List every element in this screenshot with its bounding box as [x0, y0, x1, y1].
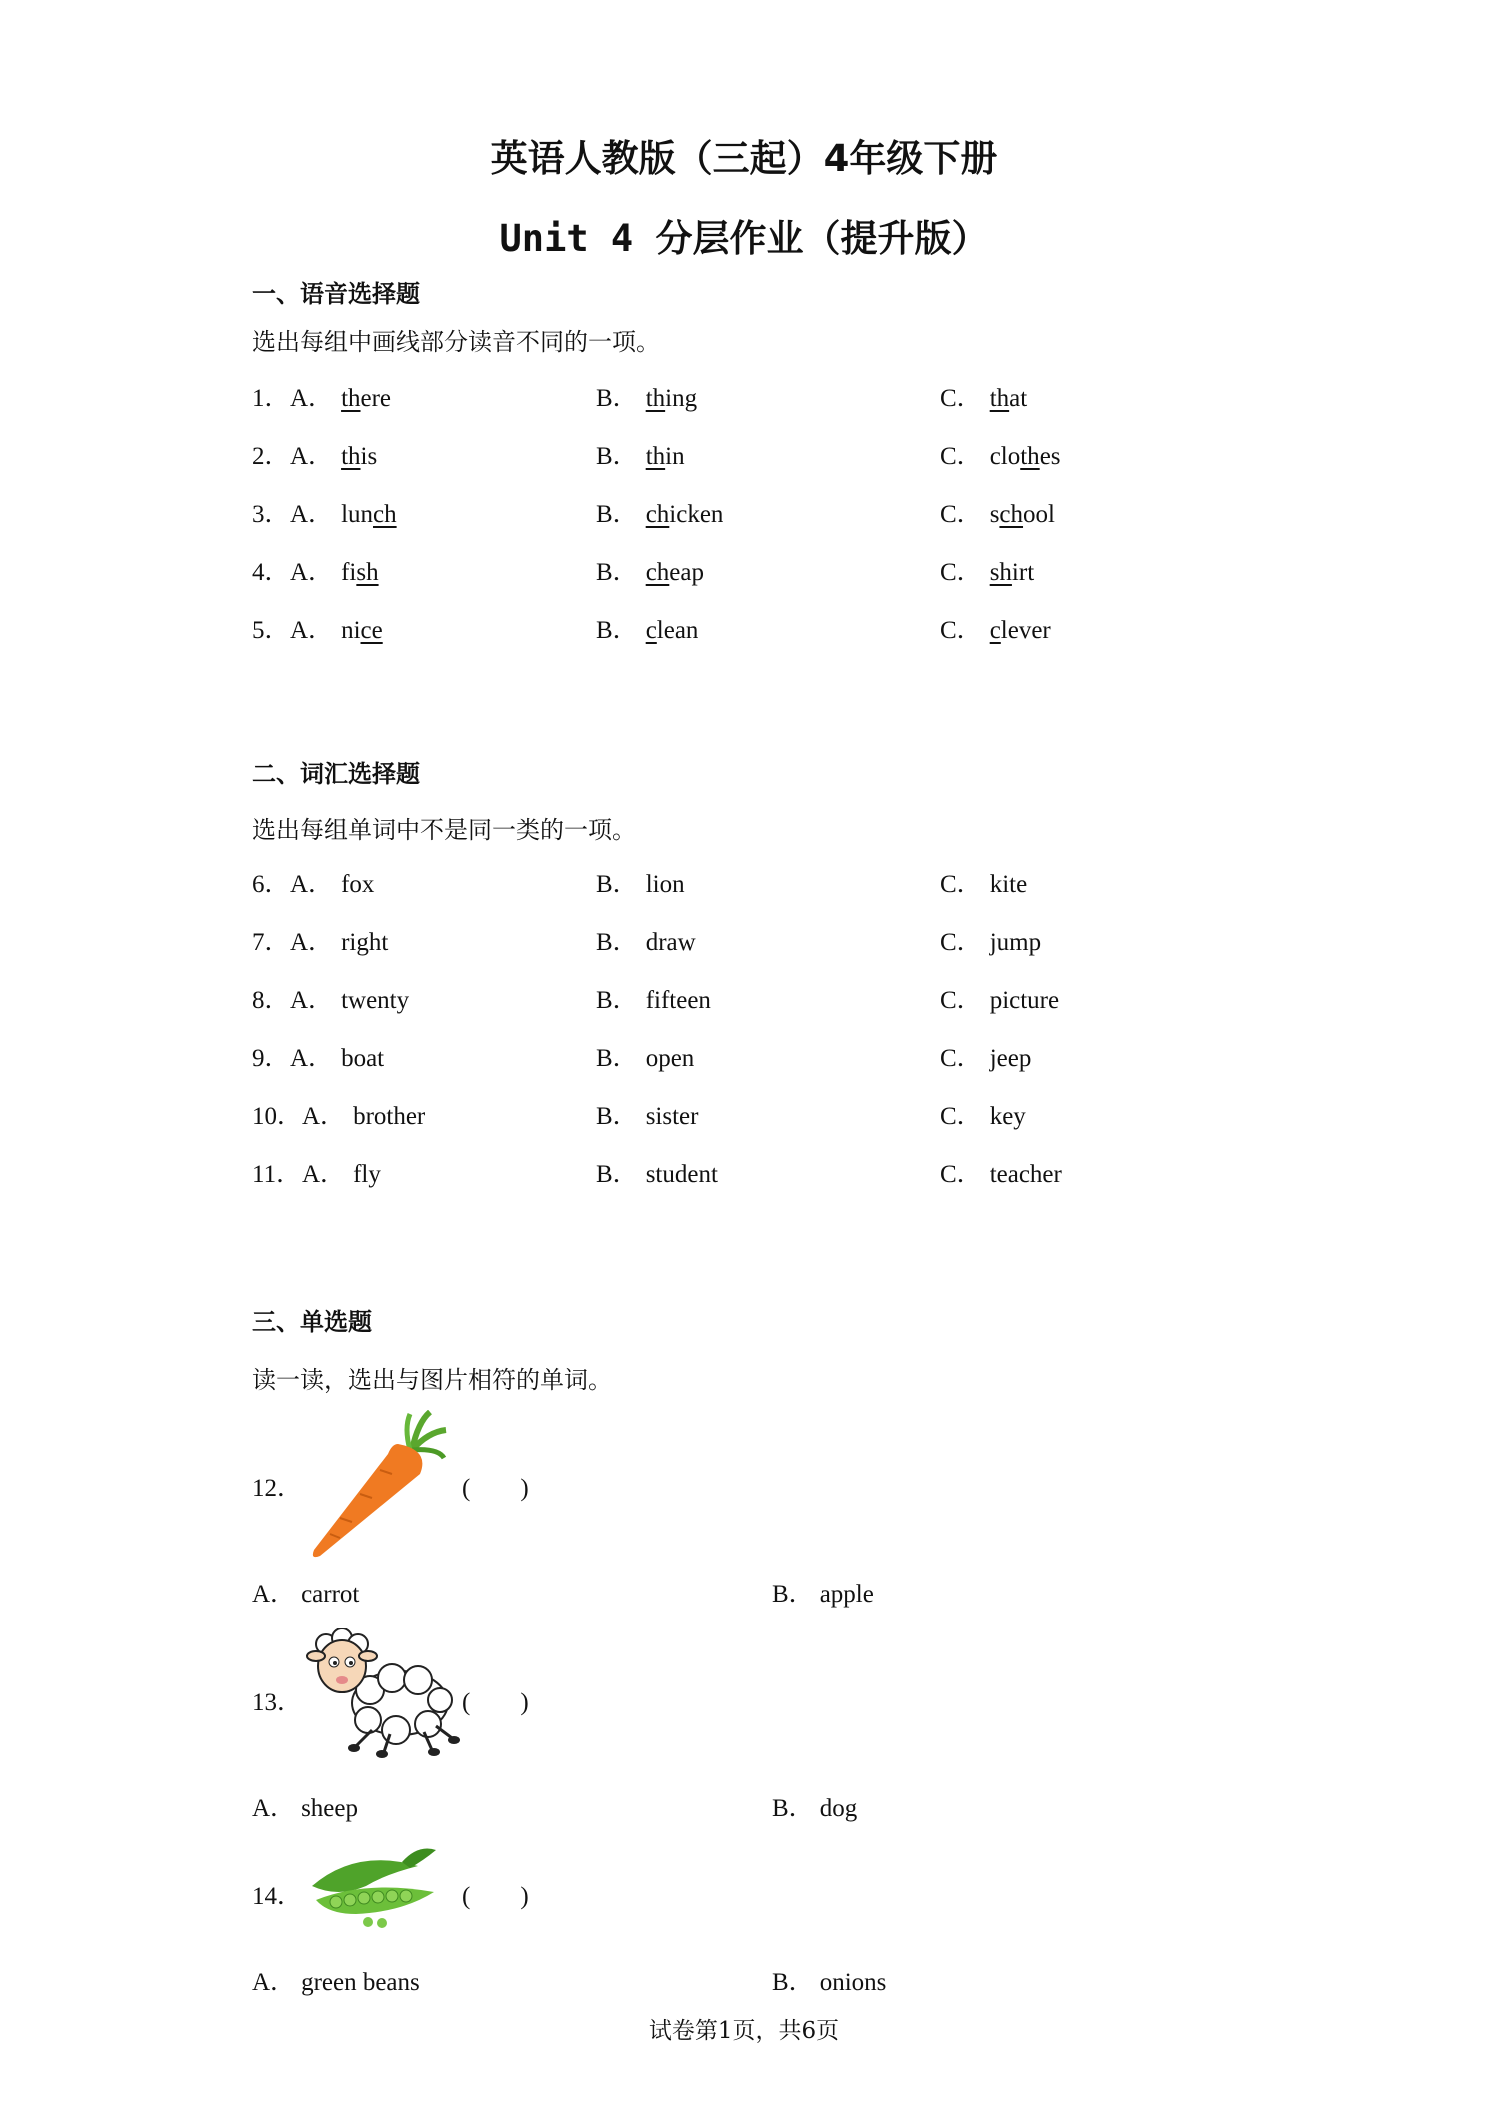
option-a[interactable] [290, 494, 397, 530]
option-letter: C． [940, 385, 982, 412]
underlined-part: sh [356, 559, 379, 586]
option-b[interactable] [596, 436, 685, 472]
question-number: 5． [252, 617, 290, 644]
option-letter: A． [290, 929, 334, 956]
sheep-picture [300, 1628, 460, 1758]
option-c[interactable] [940, 552, 1034, 588]
underlined-part: th [341, 443, 361, 470]
option-word: student [645, 1161, 718, 1188]
option-letter: A． [290, 385, 334, 412]
underlined-part: th [645, 443, 666, 470]
underlined-part: ch [999, 501, 1024, 528]
question-number: 8． [252, 987, 290, 1014]
option-a[interactable] [290, 436, 377, 472]
option-letter: A． [302, 1103, 346, 1130]
question-number: 2． [252, 443, 290, 470]
question-number: 10． [252, 1103, 303, 1130]
question-number: 3． [252, 501, 290, 528]
option-word: picture [989, 987, 1060, 1014]
option-word: shirt [989, 559, 1035, 586]
option-word: draw [645, 929, 696, 956]
option-letter: B． [596, 385, 638, 412]
option-letter: B． [596, 871, 638, 898]
option-letter: C． [940, 1103, 982, 1130]
option-b[interactable]: B． dog [772, 1795, 858, 1822]
option-word: fifteen [645, 987, 711, 1014]
option-word: kite [989, 871, 1028, 898]
option-word: fox [341, 871, 375, 898]
option-letter: A． [290, 871, 334, 898]
green-beans-picture [306, 1840, 446, 1928]
option-letter: B． [596, 1103, 638, 1130]
option-letter: B． [596, 559, 638, 586]
question-number: 6． [252, 871, 290, 898]
option-letter: B． [596, 617, 638, 644]
option-word: thing [645, 385, 698, 412]
option-word: fly [353, 1161, 381, 1188]
option-b[interactable] [596, 552, 704, 588]
option-word: key [989, 1103, 1026, 1130]
underlined-part: c [645, 617, 657, 644]
option-word: chicken [645, 501, 724, 528]
underlined-part: th [341, 385, 361, 412]
option-c[interactable] [940, 864, 1027, 900]
option-letter: C． [940, 617, 982, 644]
option-a[interactable] [302, 1096, 425, 1132]
option-letter: A． [290, 987, 334, 1014]
section3-instruction: 读一读，选出与图片相符的单词。 [252, 1366, 612, 1394]
question-number: 11． [252, 1161, 302, 1188]
option-b[interactable] [596, 1096, 698, 1132]
option-letter: B． [596, 443, 638, 470]
option-a[interactable] [290, 1038, 384, 1074]
option-letter: C． [940, 871, 982, 898]
option-word: lion [645, 871, 685, 898]
option-word: brother [353, 1103, 426, 1130]
option-word: boat [341, 1045, 385, 1072]
option-c[interactable] [940, 1096, 1026, 1132]
option-a[interactable]: A． sheep [252, 1795, 358, 1822]
option-a[interactable] [290, 552, 379, 588]
option-word: thin [645, 443, 685, 470]
page-title: 英语人教版（三起）4年级下册 [490, 137, 998, 180]
option-letter: A． [290, 443, 334, 470]
carrot-picture [300, 1410, 450, 1560]
option-a[interactable] [290, 922, 388, 958]
option-word: twenty [341, 987, 410, 1014]
option-letter: A． [290, 501, 334, 528]
option-a[interactable] [290, 980, 409, 1016]
option-word: open [645, 1045, 695, 1072]
option-letter: A． [290, 617, 334, 644]
question-number: 12． [252, 1475, 303, 1502]
underlined-part: ch [645, 501, 670, 528]
option-c[interactable] [940, 378, 1027, 414]
option-a[interactable] [290, 610, 383, 646]
option-word: teacher [989, 1161, 1062, 1188]
section2-heading: 二、词汇选择题 [252, 760, 420, 788]
underlined-part: ch [373, 501, 397, 528]
option-word: clever [989, 617, 1051, 644]
option-c[interactable] [940, 980, 1059, 1016]
underlined-part: c [989, 617, 1001, 644]
page-subtitle: Unit 4 分层作业（提升版） [499, 217, 989, 260]
option-a[interactable]: A． carrot [252, 1581, 360, 1608]
option-word: school [989, 501, 1055, 528]
option-a[interactable] [290, 378, 391, 414]
option-letter: A． [290, 1045, 334, 1072]
section1-heading: 一、语音选择题 [252, 280, 420, 308]
option-letter: C． [940, 559, 982, 586]
answer-parentheses[interactable]: ( ) [462, 1883, 529, 1910]
underlined-part: th [1020, 443, 1040, 470]
underlined-part: ce [360, 617, 383, 644]
underlined-part: th [989, 385, 1010, 412]
option-word: fish [341, 559, 379, 586]
option-word: right [341, 929, 389, 956]
question-number: 9． [252, 1045, 290, 1072]
underlined-part: sh [989, 559, 1012, 586]
option-c[interactable] [940, 922, 1041, 958]
option-letter: B． [596, 1045, 638, 1072]
option-b[interactable] [596, 980, 711, 1016]
option-a[interactable] [302, 1154, 381, 1190]
option-word: sister [645, 1103, 699, 1130]
option-c[interactable] [940, 1038, 1031, 1074]
page-footer: 试卷第1页，共6页 [648, 2018, 840, 2044]
option-letter: A． [290, 559, 334, 586]
option-b[interactable]: B． apple [772, 1581, 874, 1608]
option-word: there [341, 385, 392, 412]
option-c[interactable] [940, 610, 1051, 646]
option-letter: C． [940, 1161, 982, 1188]
answer-parentheses[interactable]: ( ) [462, 1475, 529, 1502]
option-word: jump [989, 929, 1042, 956]
option-word: nice [341, 617, 383, 644]
underlined-part: ch [645, 559, 670, 586]
option-b[interactable] [596, 494, 723, 530]
option-letter: B． [596, 501, 638, 528]
option-letter: C． [940, 501, 982, 528]
option-c[interactable] [940, 1154, 1062, 1190]
option-b[interactable] [596, 1154, 718, 1190]
option-letter: C． [940, 987, 982, 1014]
option-word: this [341, 443, 378, 470]
section3-heading: 三、单选题 [252, 1308, 372, 1336]
question-number: 7． [252, 929, 290, 956]
option-letter: C． [940, 929, 982, 956]
option-letter: C． [940, 1045, 982, 1072]
option-word: lunch [341, 501, 397, 528]
option-letter: C． [940, 443, 982, 470]
section2-instruction: 选出每组单词中不是同一类的一项。 [252, 816, 636, 844]
option-b[interactable] [596, 1038, 694, 1074]
answer-parentheses[interactable]: ( ) [462, 1689, 529, 1716]
option-b[interactable]: B． onions [772, 1969, 887, 1996]
option-b[interactable] [596, 922, 696, 958]
option-c[interactable] [940, 436, 1061, 472]
option-word: clothes [989, 443, 1061, 470]
option-word: cheap [645, 559, 704, 586]
option-a[interactable] [290, 864, 374, 900]
option-word: that [989, 385, 1028, 412]
option-word: clean [645, 617, 699, 644]
option-b[interactable] [596, 610, 698, 646]
question-number: 4． [252, 559, 290, 586]
option-a[interactable]: A． green beans [252, 1969, 420, 1996]
option-c[interactable] [940, 494, 1055, 530]
option-letter: B． [596, 929, 638, 956]
question-number: 13． [252, 1689, 303, 1716]
question-number: 1． [252, 385, 290, 412]
option-letter: B． [596, 987, 638, 1014]
option-word: jeep [989, 1045, 1032, 1072]
question-number: 14． [252, 1883, 303, 1910]
underlined-part: th [645, 385, 666, 412]
section1-instruction: 选出每组中画线部分读音不同的一项。 [252, 328, 660, 356]
option-letter: A． [302, 1161, 346, 1188]
option-b[interactable] [596, 378, 697, 414]
option-letter: B． [596, 1161, 638, 1188]
option-b[interactable] [596, 864, 685, 900]
